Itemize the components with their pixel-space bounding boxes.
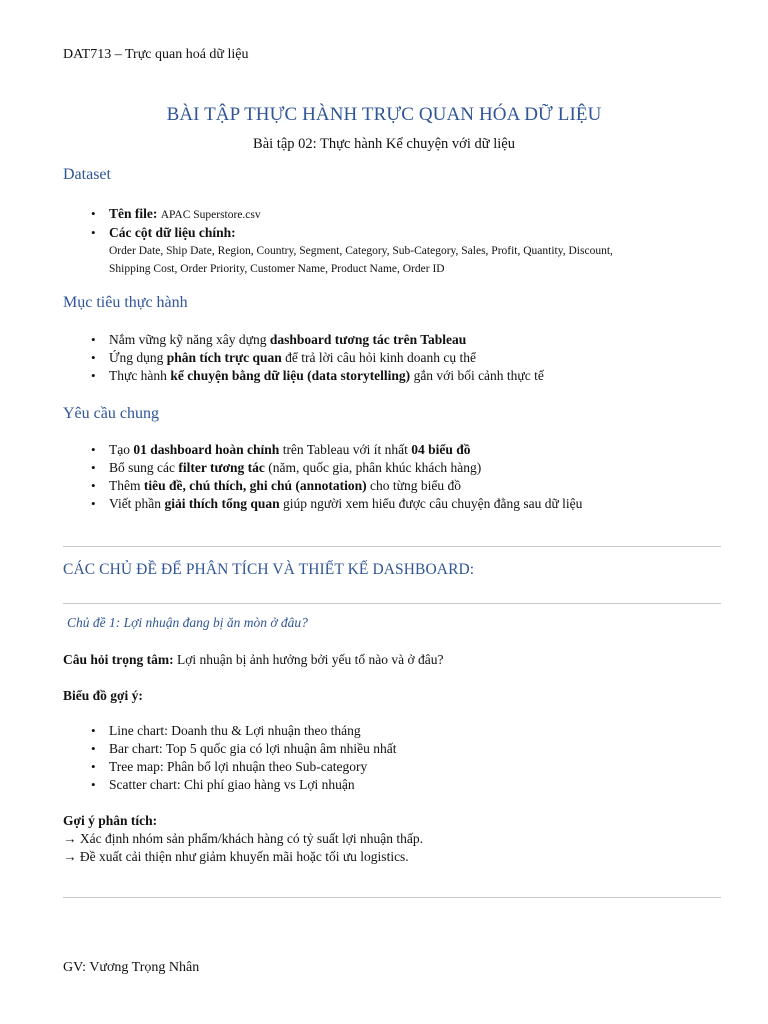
list-item: • Scatter chart: Chi phí giao hàng vs Lợi nhuận <box>109 776 749 794</box>
analysis-line-2: → Đề xuất cải thiện như giảm khuyến mãi hoặc tối ưu logistics. <box>63 849 409 864</box>
item-bold: 04 biểu đồ <box>411 442 471 457</box>
requirements-heading: Yêu cầu chung <box>63 405 159 422</box>
list-item <box>109 224 749 278</box>
item-text: Viết phần <box>109 496 165 511</box>
divider <box>63 897 721 898</box>
item-bold: 01 dashboard hoàn chỉnh <box>133 442 280 457</box>
suggested-charts-list <box>63 722 749 794</box>
list-item <box>109 441 749 459</box>
item-text: trên Tableau với ít nhất <box>279 442 412 457</box>
focus-question <box>63 651 723 669</box>
list-item <box>109 331 749 349</box>
charts-label <box>63 687 723 705</box>
list-item <box>109 205 749 224</box>
analysis-line-1: → Xác định nhóm sản phẩm/khách hàng có tỷ suất lợi nhuận thấp. <box>63 831 423 846</box>
item-bold: giải thích tổng quan <box>164 496 280 511</box>
charts-label-text: Biểu đồ gợi ý: <box>63 688 143 703</box>
item-bold: tiêu đề, chú thích, ghi chú (annotation) <box>143 478 367 493</box>
item-text: cho từng biểu đồ <box>366 478 461 493</box>
item-bold: filter tương tác <box>178 460 265 475</box>
item-text: Ứng dụng <box>109 350 167 365</box>
file-label: Tên file: <box>109 206 158 221</box>
item-bold: phân tích trực quan <box>166 350 282 365</box>
instructor-footer: GV: Vương Trọng Nhân <box>63 960 200 975</box>
item-text: giúp người xem hiểu được câu chuyện đằng sau dữ liệu <box>279 496 583 511</box>
columns-line-2: Shipping Cost, Order Priority, Customer Name, Product Name, Order ID <box>109 263 445 275</box>
course-header: DAT713 – Trực quan hoá dữ liệu <box>63 47 249 62</box>
list-item <box>109 349 749 367</box>
list-item <box>109 477 749 495</box>
item-text: Bổ sung các <box>109 460 179 475</box>
divider <box>63 603 721 604</box>
list-item <box>109 459 749 477</box>
topics-heading: CÁC CHỦ ĐỀ ĐỂ PHÂN TÍCH VÀ THIẾT KẾ DASHBOARD: <box>63 561 475 578</box>
item-text: (năm, quốc gia, phân khúc khách hàng) <box>264 460 482 475</box>
analysis-block <box>63 812 723 866</box>
file-name: APAC Superstore.csv <box>160 209 261 221</box>
objectives-list <box>63 331 749 385</box>
item-text: gắn với bối cảnh thực tế <box>410 368 544 383</box>
question-label: Câu hỏi trọng tâm: <box>63 652 174 667</box>
list-item: • Line chart: Doanh thu & Lợi nhuận theo tháng <box>109 722 749 740</box>
analysis-label: Gợi ý phân tích: <box>63 813 158 828</box>
item-bold: kể chuyện bằng dữ liệu (data storytelling) <box>170 368 411 383</box>
page-title: BÀI TẬP THỰC HÀNH TRỰC QUAN HÓA DỮ LIỆU <box>166 104 602 125</box>
divider <box>63 546 721 547</box>
item-bold: dashboard tương tác trên Tableau <box>269 332 467 347</box>
item-text: để trả lời câu hỏi kinh doanh cụ thể <box>281 350 476 365</box>
list-item: • Tree map: Phân bổ lợi nhuận theo Sub-category <box>109 758 749 776</box>
objectives-heading: Mục tiêu thực hành <box>63 294 188 311</box>
item-text: Nắm vững kỹ năng xây dựng <box>109 332 270 347</box>
page-subtitle: Bài tập 02: Thực hành Kể chuyện với dữ liệu <box>253 136 515 152</box>
question-text: Lợi nhuận bị ảnh hưởng bởi yếu tố nào và ở đâu? <box>173 652 444 667</box>
columns-line-1: Order Date, Ship Date, Region, Country, Segment, Category, Sub-Category, Sales, Profit, Quantity, Discount, <box>109 245 613 257</box>
topic-1-title: Chủ đề 1: Lợi nhuận đang bị ăn mòn ở đâu? <box>67 615 308 630</box>
item-text: Tạo <box>109 442 134 457</box>
list-item <box>109 367 749 385</box>
requirements-list <box>63 441 749 513</box>
item-text: Thêm <box>109 478 144 493</box>
list-item: • Bar chart: Top 5 quốc gia có lợi nhuận âm nhiều nhất <box>109 740 749 758</box>
item-text: Thực hành <box>109 368 171 383</box>
dataset-heading: Dataset <box>63 166 111 183</box>
columns-label: Các cột dữ liệu chính: <box>109 225 236 240</box>
dataset-list <box>63 205 749 278</box>
list-item <box>109 495 749 513</box>
